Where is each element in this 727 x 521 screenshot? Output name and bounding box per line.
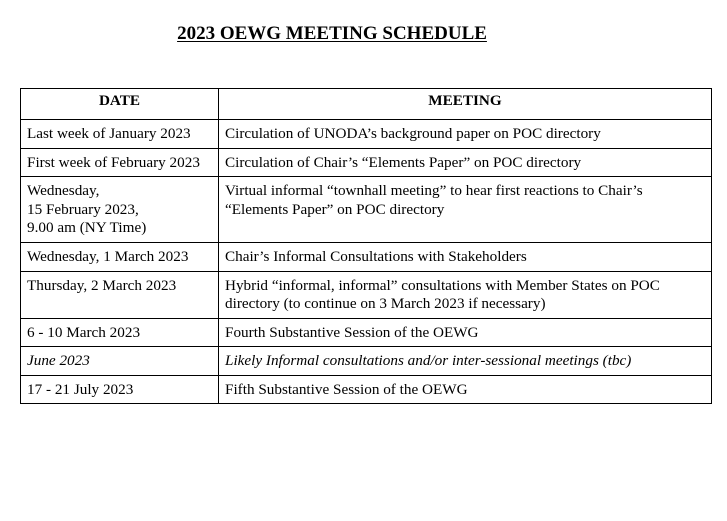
page-title: 2023 OEWG MEETING SCHEDULE bbox=[177, 23, 487, 44]
meeting-cell: Circulation of UNODA’s background paper on POC directory bbox=[219, 120, 712, 149]
date-cell: 6 - 10 March 2023 bbox=[21, 318, 219, 347]
date-cell: 17 - 21 July 2023 bbox=[21, 375, 219, 404]
table-row bbox=[21, 243, 712, 272]
table-row bbox=[21, 177, 712, 243]
table-row bbox=[21, 148, 712, 177]
meeting-cell: Virtual informal “townhall meeting” to hear first reactions to Chair’s “Elements Paper” on POC directory bbox=[219, 177, 712, 243]
meeting-cell: Fifth Substantive Session of the OEWG bbox=[219, 375, 712, 404]
meeting-column-header: MEETING bbox=[219, 89, 712, 120]
table-row bbox=[21, 318, 712, 347]
date-cell: Wednesday, 15 February 2023, 9.00 am (NY Time) bbox=[21, 177, 219, 243]
date-column-header: DATE bbox=[21, 89, 219, 120]
date-cell: First week of February 2023 bbox=[21, 148, 219, 177]
table-row bbox=[21, 271, 712, 318]
meeting-cell: Hybrid “informal, informal” consultations with Member States on POC directory (to continue on 3 March 2023 if necessary) bbox=[219, 271, 712, 318]
meeting-cell: Chair’s Informal Consultations with Stakeholders bbox=[219, 243, 712, 272]
date-cell: June 2023 bbox=[21, 347, 219, 376]
table-row bbox=[21, 347, 712, 376]
table-row bbox=[21, 375, 712, 404]
table-row bbox=[21, 120, 712, 149]
date-cell: Thursday, 2 March 2023 bbox=[21, 271, 219, 318]
meeting-cell: Likely Informal consultations and/or inter-sessional meetings (tbc) bbox=[219, 347, 712, 376]
meeting-schedule-table bbox=[20, 88, 712, 404]
table-header-row bbox=[21, 89, 712, 120]
meeting-cell: Fourth Substantive Session of the OEWG bbox=[219, 318, 712, 347]
date-cell: Wednesday, 1 March 2023 bbox=[21, 243, 219, 272]
meeting-cell: Circulation of Chair’s “Elements Paper” on POC directory bbox=[219, 148, 712, 177]
date-cell: Last week of January 2023 bbox=[21, 120, 219, 149]
